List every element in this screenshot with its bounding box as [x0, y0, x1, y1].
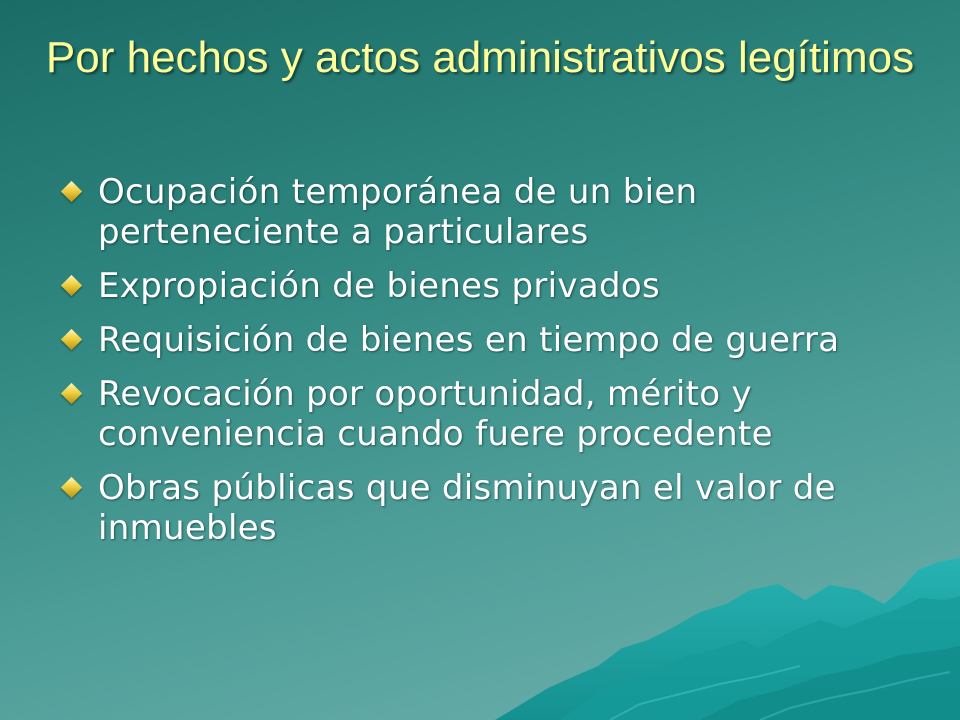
diamond-bullet-icon [61, 383, 82, 404]
diamond-bullet-icon [61, 181, 82, 202]
slide-title: Por hechos y actos administrativos legítimos [45, 33, 915, 82]
bullet-item [58, 468, 928, 548]
bullet-text: Obras públicas que disminuyan el valor de inmuebles [98, 468, 836, 548]
bullet-text: Revocación por oportunidad, mérito y conveniencia cuando fuere procedente [98, 374, 773, 454]
diamond-bullet-icon [61, 275, 82, 296]
bullet-list [58, 172, 928, 562]
bullet-item [58, 172, 928, 252]
bullet-text: Requisición de bienes en tiempo de guerra [98, 320, 840, 360]
diamond-bullet-icon [61, 329, 82, 350]
bullet-item [58, 374, 928, 454]
bullet-item [58, 320, 928, 360]
bullet-text: Expropiación de bienes privados [98, 266, 660, 306]
bullet-text: Ocupación temporánea de un bien perteneciente a particulares [98, 172, 698, 252]
diamond-bullet-icon [61, 477, 82, 498]
bullet-item [58, 266, 928, 306]
